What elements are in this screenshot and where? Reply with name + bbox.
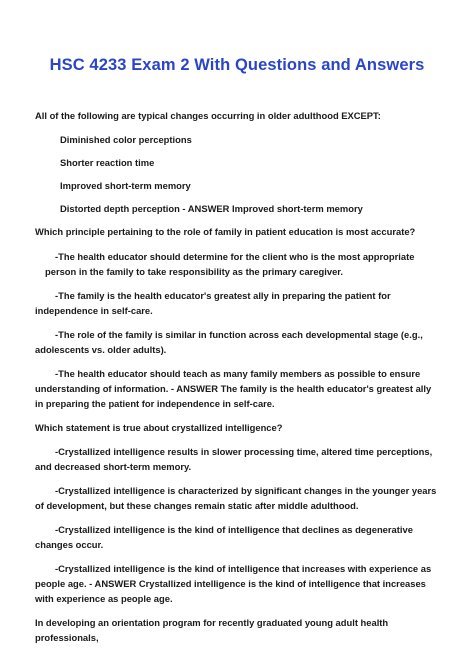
question-text: In developing an orientation program for recently graduated young adult health professionals, <box>35 617 389 643</box>
answer-option: -The health educator should determine for the client who is the most appropriate person in the family to take responsibility as the primary caregiver. <box>45 251 415 277</box>
answer-option: -The health educator should teach as many family members as possible to ensure understanding of information. - ANSWER The family is the health educator's greatest ally in preparing the patient for independence in self-care. <box>35 368 432 409</box>
answer-option: Improved short-term memory <box>60 180 191 191</box>
question-text: All of the following are typical changes occurring in older adulthood EXCEPT: <box>35 110 381 121</box>
answer-option: Distorted depth perception - ANSWER Improved short-term memory <box>60 203 363 214</box>
answer-option: -Crystallized intelligence is the kind of intelligence that increases with experience as people age. - ANSWER Crystallized intelligence is the kind of intelligence that increases with experience as people age. <box>35 563 432 604</box>
answer-option: -Crystallized intelligence is the kind of intelligence that declines as degenerative changes occur. <box>35 524 413 550</box>
answer-option: -Crystallized intelligence is characterized by significant changes in the younger years of development, but these changes remain static after middle adulthood. <box>35 485 437 511</box>
document-body <box>35 108 440 654</box>
answer-option: Diminished color perceptions <box>60 134 192 145</box>
document-title: HSC 4233 Exam 2 With Questions and Answers <box>49 56 425 74</box>
answer-option: -Crystallized intelligence results in slower processing time, altered time perceptions, and decreased short-term memory. <box>35 446 433 472</box>
answer-option: -The role of the family is similar in function across each developmental stage (e.g., adolescents vs. older adults). <box>35 329 423 355</box>
answer-option: Shorter reaction time <box>60 157 155 168</box>
question-text: Which statement is true about crystallized intelligence? <box>35 422 283 433</box>
question-text: Which principle pertaining to the role of family in patient education is most accurate? <box>35 226 416 237</box>
answer-option: -The family is the health educator's greatest ally in preparing the patient for independence in self-care. <box>35 290 391 316</box>
